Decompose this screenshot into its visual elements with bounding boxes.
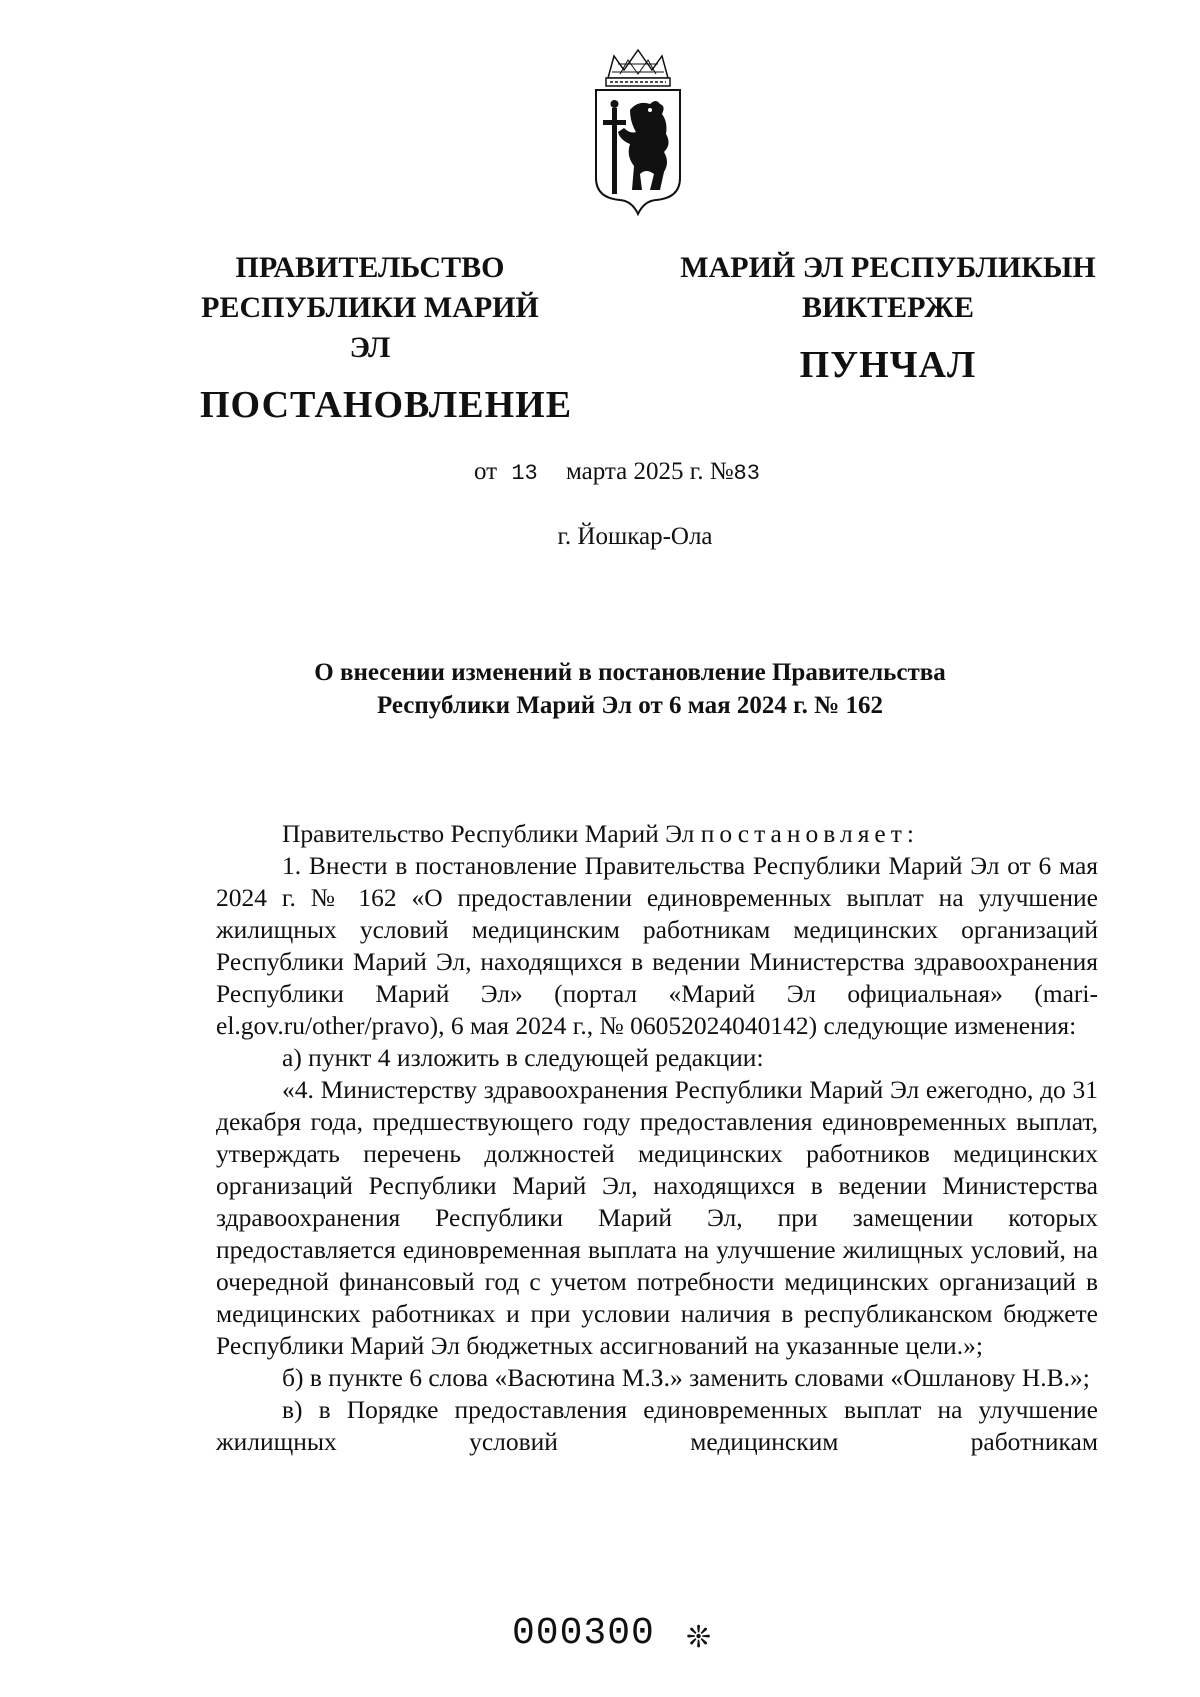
intro-text: Правительство Республики Марий Эл — [282, 819, 701, 848]
header-mari — [668, 248, 1108, 390]
date-line — [474, 458, 760, 486]
intro-decree-word: постановляет: — [700, 819, 919, 848]
title-line1: О внесении изменений в постановление Правительства — [314, 659, 946, 686]
document-type-russian: ПОСТАНОВЛЕНИЕ — [200, 384, 573, 426]
ornament-mark: ❊ — [686, 1621, 712, 1654]
header-left-line1: ПРАВИТЕЛЬСТВО — [235, 251, 505, 284]
paragraph-1: 1. Внести в постановление Правительства Республики Марий Эл от 6 мая 2024 г. № 162 «О предоставлении единовременных выплат на улучшение жилищных условий медицинским работникам медицинских организаций Республики Марий Эл, находящихся в ведении Министерства здравоохранения Республики Марий Эл» (портал «Марий Эл официальная» (mari-el.gov.ru/other/pravo), 6 мая 2024 г., № 06052024040142) следующие изменения: — [216, 851, 1098, 1040]
intro-paragraph — [216, 818, 1098, 850]
document-type-mari: ПУНЧАЛ — [799, 344, 977, 386]
document-number: 83 — [733, 461, 760, 486]
paragraph-a: а) пункт 4 изложить в следующей редакции: — [282, 1043, 764, 1072]
date-day: 13 — [511, 461, 538, 486]
header-russian — [200, 248, 573, 430]
form-serial-number: 000300 — [512, 1612, 655, 1655]
city-line — [0, 523, 1200, 551]
document-title — [240, 656, 1020, 722]
header-right-line2: ВИКТЕРЖЕ — [801, 291, 975, 324]
title-line2: Республики Марий Эл от 6 мая 2024 г. № 162 — [376, 692, 884, 719]
city: г. Йошкар-Ола — [557, 523, 713, 550]
paragraph-b: б) в пункте 6 слова «Васютина М.З.» заменить словами «Ошланову Н.В.»; — [282, 1363, 1090, 1392]
document-body — [216, 818, 1098, 1458]
coat-of-arms-icon — [590, 48, 686, 216]
paragraph-v: в) в Порядке предоставления единовременных выплат на улучшение жилищных условий медицинским работникам — [216, 1395, 1098, 1456]
date-month-year: марта 2025 г. № — [566, 458, 734, 485]
header-left-line2: РЕСПУБЛИКИ МАРИЙ ЭЛ — [201, 291, 539, 364]
paragraph-4-quote: «4. Министерству здравоохранения Республики Марий Эл ежегодно, до 31 декабря года, предшествующего году предоставления единовременных выплат, утверждать перечень должностей медицинских работников медицинских организаций Республики Марий Эл, находящихся в ведении Министерства здравоохранения Республики Марий Эл, при замещении которых предоставляется единовременная выплата на улучшение жилищных условий, на очередной финансовый год с учетом потребности медицинских организаций в медицинских работниках и при условии наличия в республиканском бюджете Республики Марий Эл бюджетных ассигнований на указанные цели.»; — [216, 1075, 1098, 1360]
header-right-line1: МАРИЙ ЭЛ РЕСПУБЛИКЫН — [680, 251, 1096, 284]
date-prefix: от — [474, 458, 498, 485]
